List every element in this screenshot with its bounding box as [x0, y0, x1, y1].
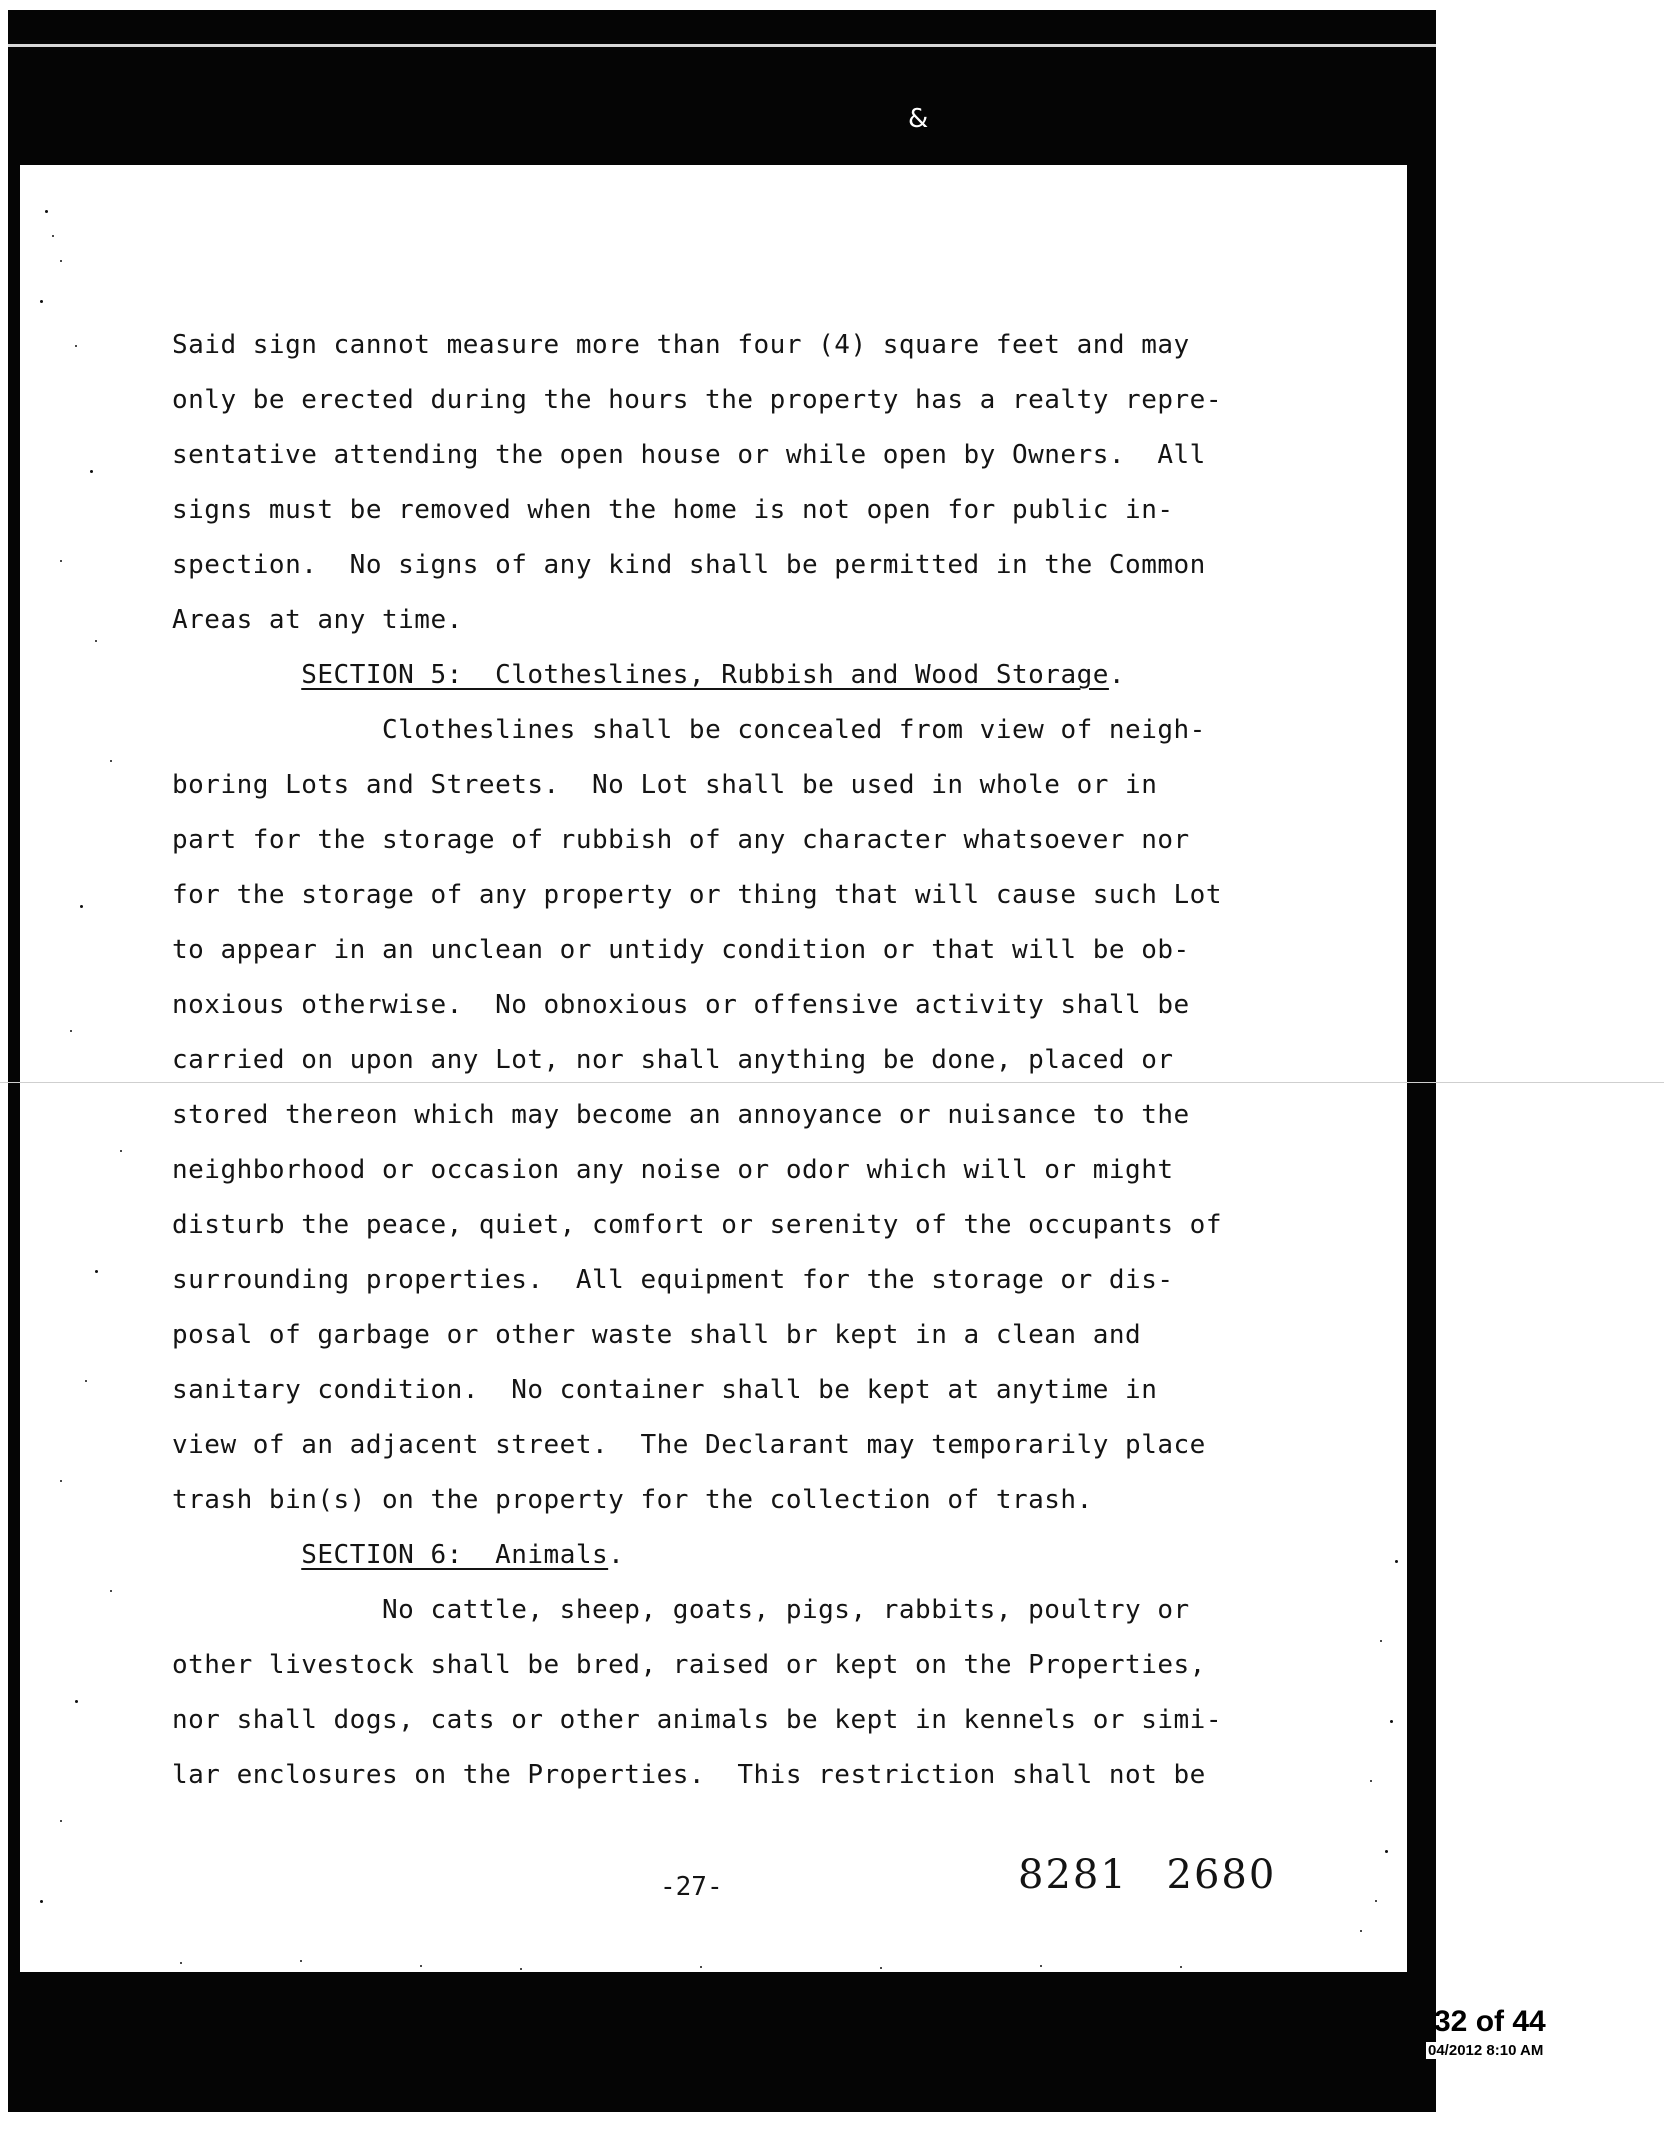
text-line [172, 483, 1262, 538]
noise-speck [420, 1965, 422, 1967]
text-line [172, 978, 1262, 1033]
line-text: neighborhood or occasion any noise or odor which will or might [172, 1155, 1174, 1185]
line-text: noxious otherwise. No obnoxious or offensive activity shall be [172, 990, 1190, 1020]
text-line [172, 1748, 1262, 1803]
section-heading [172, 1528, 1262, 1583]
text-line [172, 1143, 1262, 1198]
noise-speck [52, 235, 54, 237]
text-line [172, 1088, 1262, 1143]
noise-speck [700, 1966, 702, 1968]
section-heading-text: SECTION 6: Animals [301, 1540, 609, 1570]
noise-speck [1395, 1560, 1398, 1563]
text-line [172, 1583, 1262, 1638]
noise-speck [1385, 1850, 1388, 1853]
noise-speck [120, 1150, 122, 1152]
text-line [172, 868, 1262, 923]
noise-speck [40, 1900, 43, 1903]
text-line [172, 923, 1262, 978]
noise-speck [880, 1967, 882, 1969]
line-text: view of an adjacent street. The Declarant may temporarily place [172, 1430, 1206, 1460]
noise-speck [110, 760, 112, 762]
text-line [172, 428, 1262, 483]
line-text: sentative attending the open house or while open by Owners. All [172, 440, 1206, 470]
noise-speck [45, 210, 48, 213]
line-text: trash bin(s) on the property for the collection of trash. [172, 1485, 1093, 1515]
page-number: -27- [660, 1872, 723, 1902]
text-line [172, 1033, 1262, 1088]
line-text: surrounding properties. All equipment for the storage or dis- [172, 1265, 1174, 1295]
noise-speck [1180, 1966, 1182, 1968]
noise-speck [60, 1480, 62, 1482]
noise-speck [1380, 1640, 1382, 1642]
line-text: posal of garbage or other waste shall br kept in a clean and [172, 1320, 1142, 1350]
noise-speck [520, 1968, 522, 1970]
noise-speck [60, 260, 62, 262]
heading-period: . [1108, 660, 1126, 690]
noise-speck [85, 1380, 87, 1382]
noise-speck [180, 1962, 182, 1964]
text-line [172, 1253, 1262, 1308]
line-text: Said sign cannot measure more than four (4) square feet and may [172, 330, 1190, 360]
line-text: signs must be removed when the home is not open for public in- [172, 495, 1174, 525]
noise-speck [1370, 1780, 1372, 1782]
line-text: spection. No signs of any kind shall be permitted in the Common [172, 550, 1206, 580]
line-text: to appear in an unclean or untidy condition or that will be ob- [172, 935, 1190, 965]
noise-speck [75, 1700, 78, 1703]
page-counter: 32 of 44 [1434, 2005, 1546, 2038]
section-heading-text: SECTION 5: Clotheslines, Rubbish and Wood Storage [301, 660, 1109, 690]
line-text: sanitary condition. No container shall be kept at anytime in [172, 1375, 1158, 1405]
noise-speck [40, 300, 43, 303]
noise-speck [75, 345, 77, 347]
text-line [172, 813, 1262, 868]
text-line [172, 318, 1262, 373]
text-line [172, 538, 1262, 593]
noise-speck [1375, 1900, 1377, 1902]
line-text: carried on upon any Lot, nor shall anything be done, placed or [172, 1045, 1174, 1075]
noise-speck [95, 640, 97, 642]
line-text: nor shall dogs, cats or other animals be kept in kennels or simi- [172, 1705, 1222, 1735]
text-line [172, 1418, 1262, 1473]
noise-speck [80, 905, 83, 908]
line-text: boring Lots and Streets. No Lot shall be used in whole or in [172, 770, 1158, 800]
text-line [172, 703, 1262, 758]
noise-speck [90, 470, 93, 473]
noise-speck [110, 1590, 112, 1592]
noise-speck [300, 1960, 302, 1962]
noise-speck [1040, 1965, 1042, 1967]
line-text: lar enclosures on the Properties. This restriction shall not be [172, 1760, 1206, 1790]
text-line [172, 1198, 1262, 1253]
text-line [172, 1363, 1262, 1418]
line-text: Areas at any time. [172, 605, 463, 635]
text-line [172, 1638, 1262, 1693]
text-line [172, 758, 1262, 813]
line-text: part for the storage of rubbish of any character whatsoever nor [172, 825, 1190, 855]
line-text: for the storage of any property or thing that will cause such Lot [172, 880, 1222, 910]
text-line [172, 1693, 1262, 1748]
line-text: No cattle, sheep, goats, pigs, rabbits, poultry or [382, 1595, 1190, 1625]
noise-speck [1360, 1930, 1362, 1932]
noise-speck [95, 1270, 98, 1273]
noise-speck [1390, 1720, 1393, 1723]
document-body [172, 318, 1262, 1803]
text-line [172, 1308, 1262, 1363]
text-line [172, 1473, 1262, 1528]
line-text: Clotheslines shall be concealed from view of neigh- [382, 715, 1206, 745]
line-text: only be erected during the hours the property has a realty repre- [172, 385, 1222, 415]
text-line [172, 373, 1262, 428]
scan-mark: & [908, 104, 929, 134]
noise-speck [60, 1820, 62, 1822]
frame-edge-line [8, 44, 1436, 47]
line-text: stored thereon which may become an annoyance or nuisance to the [172, 1100, 1190, 1130]
section-heading [172, 648, 1262, 703]
print-datetime: 04/2012 8:10 AM [1428, 2042, 1544, 2059]
noise-speck [60, 560, 62, 562]
line-text: other livestock shall be bred, raised or kept on the Properties, [172, 1650, 1206, 1680]
book-page-number: 8281 2680 [1018, 1852, 1277, 1898]
noise-speck [70, 1030, 72, 1032]
heading-period: . [608, 1540, 625, 1570]
text-line [172, 593, 1262, 648]
line-text: disturb the peace, quiet, comfort or serenity of the occupants of [172, 1210, 1222, 1240]
